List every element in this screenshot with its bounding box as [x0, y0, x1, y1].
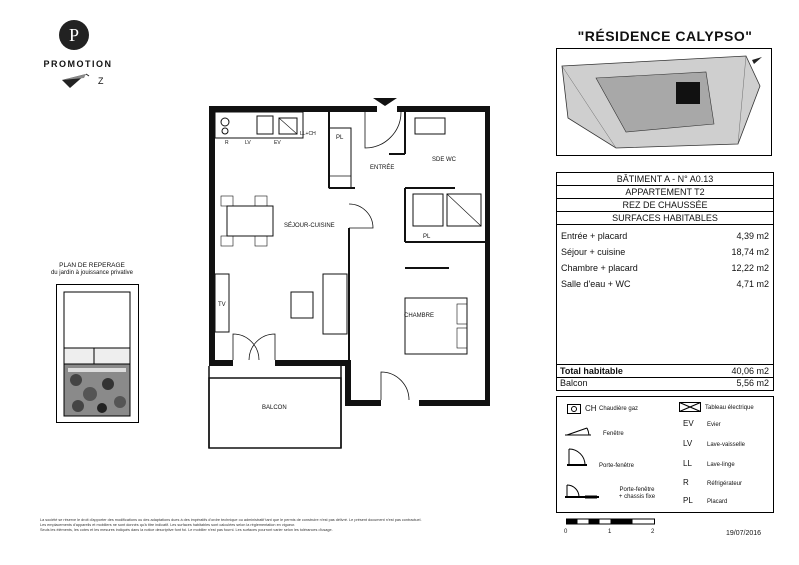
legend-pl-text: Placard	[707, 499, 728, 505]
building-number: BÂTIMENT A - N° A0.13	[557, 173, 773, 186]
french-door-right-icon	[249, 334, 275, 360]
legend-porte-fenetre-text: Porte-fenêtre	[599, 463, 635, 469]
surfaces-heading: SURFACES HABITABLES	[557, 212, 773, 225]
room-label-balcon: BALCON	[262, 405, 287, 411]
bedroom-door-icon	[349, 204, 373, 228]
legend-lv-text: Lave-vaisselle	[707, 442, 746, 448]
surface-value: 18,74 m2	[731, 247, 769, 257]
info-box	[556, 172, 774, 365]
legend-box	[556, 396, 774, 513]
apartment-type: APPARTEMENT T2	[557, 186, 773, 199]
legend-ev-code: EV	[683, 419, 694, 428]
disclaimer-line: La société se réserve le droit d'apporter des modifications ou des adaptations dues à des impératifs d'ordre technique ou administratif tant que le permis de construire n'est pas délivré. Le présent document n'est pas contractuel.	[40, 518, 422, 522]
logo-name: PROMOTION	[43, 59, 113, 69]
legend-r-text: Réfrigérateur	[707, 481, 743, 487]
dining-table	[227, 206, 273, 236]
scale-tick-1: 1	[608, 529, 612, 535]
interior-walls	[329, 112, 485, 360]
reperage-subtitle: du jardin à jouissance privative	[50, 270, 134, 276]
shower-icon	[413, 194, 443, 226]
reperage-plan	[56, 284, 140, 424]
disclaimer-line: Seuls les éléments, les cotes et les mesures indiqués dans la notice descriptive font foi. Le mobilier n'est pas fourni. Les surfaces pourront varier selon les tolérances d'usage.	[40, 528, 333, 532]
disclaimer	[40, 518, 440, 533]
bedroom-window-door-icon	[381, 372, 409, 400]
surface-row	[561, 277, 769, 291]
legend-fenetre-text: Fenêtre	[603, 431, 624, 437]
legend-tableau-text: Tableau électrique	[705, 405, 754, 411]
surface-label: Séjour + cuisine	[561, 247, 626, 257]
kitchen-ev-label: EV	[274, 140, 281, 146]
entry-door-icon	[365, 112, 401, 148]
surface-row	[561, 261, 769, 275]
room-label-sdewc: SDE WC	[432, 157, 456, 163]
french-door-fixed-icon	[565, 483, 599, 499]
site-plan-thumbnail	[556, 48, 772, 156]
entrance-arrow-icon	[373, 98, 397, 106]
reperage-title: PLAN DE REPERAGE	[59, 262, 125, 269]
kitchen-lv-label: LV	[245, 140, 251, 146]
total-value: 40,06 m2	[731, 366, 769, 376]
room-label-chambre: CHAMBRE	[404, 313, 435, 319]
surface-label: Salle d'eau + WC	[561, 279, 631, 289]
residence-title: "RÉSIDENCE CALYPSO"	[577, 28, 753, 44]
sofa	[323, 274, 347, 334]
surface-label: Entrée + placard	[561, 231, 628, 241]
boiler-icon	[567, 404, 581, 414]
logo	[40, 18, 120, 98]
plan-date: 19/07/2016	[726, 530, 762, 537]
window-icon	[565, 425, 591, 437]
scale-bar	[566, 518, 656, 528]
legend-ch-text: Chaudière gaz	[599, 406, 639, 412]
legend-ll-text: Lave-linge	[707, 462, 735, 468]
closet-label-sde: PL	[423, 234, 431, 240]
room-label-sejour: SÉJOUR-CUISINE	[284, 223, 335, 229]
surface-value: 12,22 m2	[731, 263, 769, 273]
floor-level: REZ DE CHAUSSÉE	[557, 199, 773, 212]
electrical-panel-icon	[679, 402, 701, 412]
legend-pl-code: PL	[683, 496, 693, 505]
ll-ch-label: LL+CH	[300, 131, 316, 137]
tv-label: TV	[218, 302, 226, 308]
balcon-label: Balcon	[560, 378, 588, 388]
legend-lv-code: LV	[683, 439, 693, 448]
legend-ch-code: CH	[585, 404, 597, 413]
bed	[405, 298, 467, 354]
scale-tick-2: 2	[651, 529, 655, 535]
surface-label: Chambre + placard	[561, 263, 638, 273]
balcony-outline	[209, 378, 341, 448]
scale-tick-0: 0	[564, 529, 568, 535]
totals-box	[556, 364, 774, 391]
total-label: Total habitable	[560, 366, 623, 376]
floor-plan	[205, 98, 490, 450]
surface-row	[561, 245, 769, 259]
surface-value: 4,71 m2	[736, 279, 769, 289]
disclaimer-line: Les emplacements d'appareils et mobiliers ne sont donnés qu'à titre indicatif. Les surfaces habitables sont calculées selon la réglementation en vigueur.	[40, 523, 296, 527]
french-door-icon	[567, 447, 587, 467]
logo-emblem	[40, 18, 120, 98]
french-door-left-icon	[233, 334, 259, 360]
coffee-table	[291, 292, 313, 318]
balcon-value: 5,56 m2	[736, 378, 769, 388]
legend-ev-text: Evier	[707, 422, 721, 428]
surface-value: 4,39 m2	[736, 231, 769, 241]
north-label: Z	[98, 76, 104, 86]
kitchen-r-label: R	[225, 140, 229, 146]
closet-label-top: PL	[336, 135, 344, 141]
legend-ll-code: LL	[683, 459, 692, 468]
surface-row	[561, 229, 769, 243]
logo-initials: P	[68, 25, 80, 45]
legend-r-code: R	[683, 478, 689, 487]
toilet-icon	[415, 118, 445, 134]
room-label-entree: ENTRÉE	[370, 165, 395, 171]
compass-icon	[62, 74, 89, 88]
legend-porte-fenetre-chassis-text: Porte-fenêtre + chassis fixe	[618, 487, 656, 500]
